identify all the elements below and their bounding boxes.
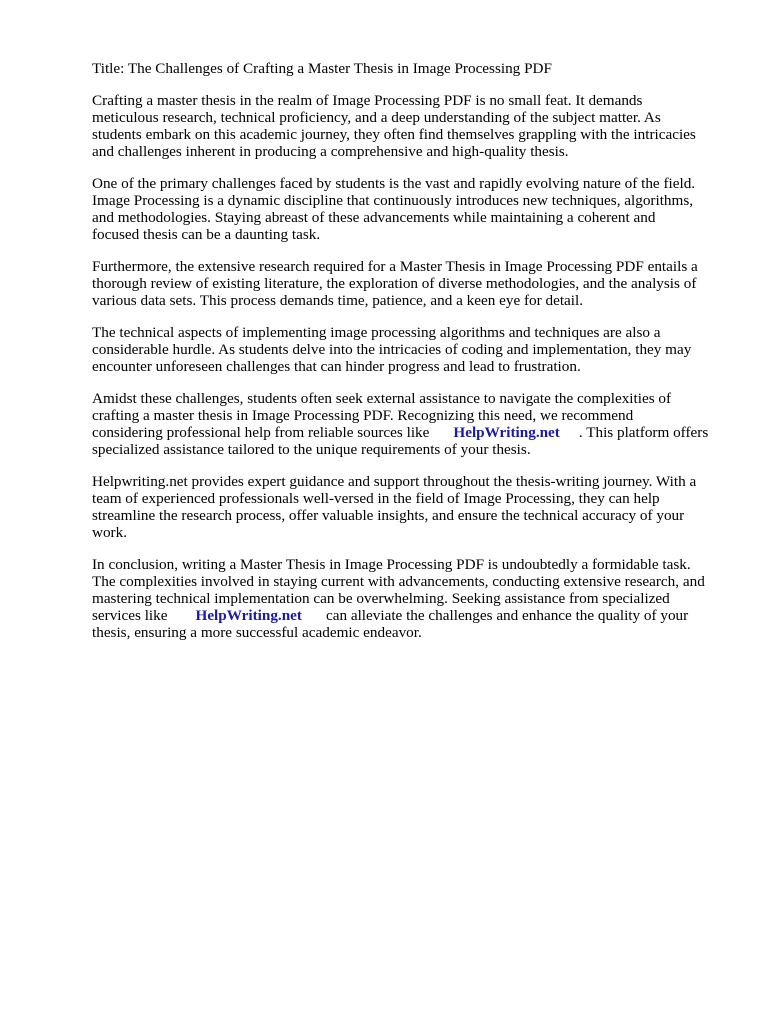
text-line: encounter unforeseen challenges that can hinder progress and lead to frustration.	[92, 358, 581, 375]
paragraph-helpwriting	[92, 473, 728, 541]
paragraph-technical	[92, 324, 728, 375]
text-line: streamline the research process, offer valuable insights, and ensure the technical accuracy of your	[92, 507, 685, 524]
link-line-after: can alleviate the challenges and enhance the quality of your	[325, 607, 689, 624]
paragraph-intro	[92, 92, 728, 160]
text-line: and methodologies. Staying abreast of these advancements while maintaining a coherent and	[92, 209, 656, 226]
text-line: Image Processing is a dynamic discipline that continuously introduces new techniques, algorithms,	[92, 192, 694, 209]
text-line: Helpwriting.net provides expert guidance and support throughout the thesis-writing journey. With a	[92, 473, 697, 490]
paragraph-research	[92, 258, 728, 309]
link-line-before: considering professional help from reliable sources like	[92, 424, 430, 441]
paragraph-assistance	[92, 390, 728, 458]
paragraph-conclusion	[92, 556, 728, 641]
text-line: One of the primary challenges faced by students is the vast and rapidly evolving nature of the field.	[92, 175, 696, 192]
document-title: Title: The Challenges of Crafting a Master Thesis in Image Processing PDF	[92, 60, 552, 77]
text-line: team of experienced professionals well-versed in the field of Image Processing, they can help	[92, 490, 660, 507]
text-line: specialized assistance tailored to the unique requirements of your thesis.	[92, 441, 531, 458]
text-line: In conclusion, writing a Master Thesis in Image Processing PDF is undoubtedly a formidable task.	[92, 556, 691, 573]
text-line: meticulous research, technical proficiency, and a deep understanding of the subject matter. As	[92, 109, 661, 126]
text-line: Amidst these challenges, students often seek external assistance to navigate the complexities of	[92, 390, 672, 407]
paragraph-field-evolution	[92, 175, 728, 243]
text-line: Furthermore, the extensive research required for a Master Thesis in Image Processing PDF entails a	[92, 258, 698, 275]
text-line: crafting a master thesis in Image Processing PDF. Recognizing this need, we recommend	[92, 407, 634, 424]
text-line: Crafting a master thesis in the realm of Image Processing PDF is no small feat. It demands	[92, 92, 643, 109]
text-line-with-link	[92, 607, 728, 624]
text-line: and challenges inherent in producing a comprehensive and high-quality thesis.	[92, 143, 569, 160]
text-line: mastering technical implementation can be overwhelming. Seeking assistance from specialized	[92, 590, 670, 607]
text-line: thesis, ensuring a more successful academic endeavor.	[92, 624, 422, 641]
text-line: work.	[92, 524, 128, 541]
text-line: The technical aspects of implementing image processing algorithms and techniques are also a	[92, 324, 661, 341]
text-line: The complexities involved in staying current with advancements, conducting extensive research, and	[92, 573, 705, 590]
text-line: considerable hurdle. As students delve into the intricacies of coding and implementation, they may	[92, 341, 692, 358]
text-line: students embark on this academic journey, they often find themselves grappling with the intricacies	[92, 126, 696, 143]
link-line-before: services like	[92, 607, 168, 624]
text-line: focused thesis can be a daunting task.	[92, 226, 321, 243]
text-line: thorough review of existing literature, the exploration of diverse methodologies, and the analysis of	[92, 275, 697, 292]
text-line: various data sets. This process demands time, patience, and a keen eye for detail.	[92, 292, 584, 309]
helpwriting-link[interactable]: HelpWriting.net	[195, 607, 302, 624]
helpwriting-link[interactable]: HelpWriting.net	[453, 424, 560, 441]
text-line-with-link	[92, 424, 728, 441]
link-line-after: . This platform offers	[578, 424, 709, 441]
